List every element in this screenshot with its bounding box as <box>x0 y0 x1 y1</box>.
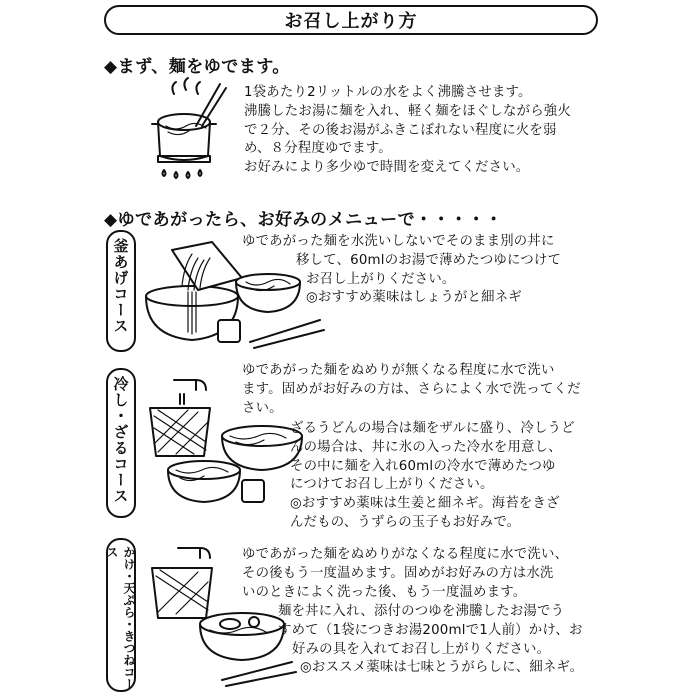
step1-line: 沸騰したお湯に麺を入れ、軽く麺をほぐしながら強火 <box>244 103 571 119</box>
kake-line: いのときによく洗った後、もう一度温めます。 <box>242 584 527 600</box>
step1-text <box>244 84 571 178</box>
kake-line: 麺を丼に入れ、添付のつゆを沸騰したお湯でう <box>278 604 565 619</box>
zaru-line: んの場合は、丼に氷の入った冷水を用意し、 <box>290 439 562 455</box>
kake-line: ◎おススメ薬味は七味とうがらしに、細ネギ。 <box>300 660 584 676</box>
kake-text-bottom <box>278 603 583 678</box>
zaru-line: ます。固めがお好みの方は、さらによく水で洗ってくだ <box>242 381 581 397</box>
course-label-hiyashi-zaru <box>106 368 136 518</box>
kamaage-line: ◎おすすめ薬味はしょうがと細ネギ <box>306 290 522 306</box>
zaru-line: につけてお召し上がりください。 <box>290 477 494 493</box>
step1-line: お好みにより多少ゆで時間を変えてください。 <box>244 160 530 176</box>
zaru-line: その中に麺を入れ60mlの冷水で薄めたつゆ <box>290 458 556 474</box>
kamaage-line: 移して、60mlのお湯で薄めたつゆにつけて <box>296 252 562 268</box>
kake-line: すめて（1袋につきお湯200mlで1人前）かけ、お <box>278 622 583 638</box>
kamaage-text <box>242 233 561 308</box>
course-label-kamaage <box>106 230 136 352</box>
zaru-line: んだもの、うずらの玉子もお好みで。 <box>290 514 521 530</box>
zaru-line: ゆであがった麺をぬめりが無くなる程度に水で洗い <box>242 363 555 378</box>
kake-text-top <box>242 546 568 602</box>
zaru-line: ◎おすすめ薬味は生姜と細ネギ。海苔をきざ <box>290 496 560 512</box>
zaru-text-top <box>242 362 581 418</box>
course-label-text: 冷し・ざるコース <box>111 376 130 504</box>
kamaage-line: ゆであがった麺を水洗いしないでそのまま別の丼に <box>242 234 555 249</box>
boiling-pot-illustration <box>146 80 236 180</box>
step1-heading: ◆まず、麺をゆでます。 <box>104 57 290 77</box>
kake-line: 好みの具を入れてお召し上がりください。 <box>292 641 551 657</box>
zaru-line: さい。 <box>242 400 283 416</box>
kake-line: その後もう一度温めます。固めがお好みの方は水洗 <box>242 565 554 581</box>
kamaage-line: お召し上がりください。 <box>306 271 456 287</box>
course-label-kake-tempura-kitsune <box>106 538 136 692</box>
course-label-text: 釜あげコース <box>111 238 130 334</box>
step1-line: め、８分程度ゆでます。 <box>244 141 392 157</box>
zaru-text-bottom <box>290 420 575 533</box>
title-banner <box>104 5 598 35</box>
step1-line: で２分、その後お湯がふきこぼれない程度に火を弱 <box>244 122 557 138</box>
page-title: お召し上がり方 <box>284 11 418 32</box>
step2-heading: ◆ゆであがったら、お好みのメニューで・・・・・ <box>104 210 503 230</box>
zaru-line: ざるうどんの場合は麺をザルに盛り、冷しうど <box>290 421 575 436</box>
kake-line: ゆであがった麺をぬめりがなくなる程度に水で洗い、 <box>242 547 569 562</box>
course-label-text: かけ・天ぷら・きつねコース <box>105 546 136 690</box>
step1-line: 1袋あたり2リットルの水をよく沸騰させます。 <box>244 85 532 100</box>
